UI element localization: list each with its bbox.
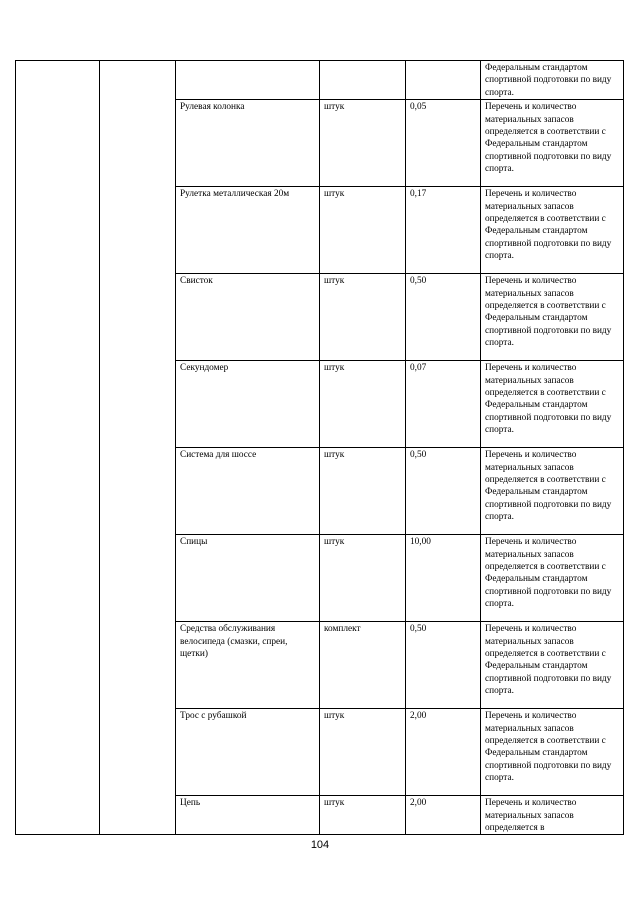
unit-cell: комплект <box>320 622 406 709</box>
merged-cell-col2 <box>100 61 176 835</box>
merged-cell-col1 <box>16 61 100 835</box>
item-name-cell <box>176 61 320 100</box>
quantity-cell: 10,00 <box>406 535 481 622</box>
note-cell: Перечень и количество материальных запасов определяется в соответствии с Федеральным стандартом спортивной подготовки по виду спорта. <box>481 535 624 622</box>
unit-cell: штук <box>320 100 406 187</box>
quantity-cell: 0,50 <box>406 274 481 361</box>
item-name-cell: Секундомер <box>176 361 320 448</box>
unit-cell: штук <box>320 274 406 361</box>
quantity-cell: 2,00 <box>406 796 481 835</box>
item-name-cell: Система для шоссе <box>176 448 320 535</box>
quantity-cell: 2,00 <box>406 709 481 796</box>
item-name-cell: Средства обслуживания велосипеда (смазки, спреи, щетки) <box>176 622 320 709</box>
quantity-cell <box>406 61 481 100</box>
item-name-cell: Свисток <box>176 274 320 361</box>
table-row <box>16 61 624 100</box>
note-cell: Перечень и количество материальных запасов определяется в соответствии с Федеральным стандартом спортивной подготовки по виду спорта. <box>481 622 624 709</box>
note-cell: Перечень и количество материальных запасов определяется в соответствии с Федеральным стандартом спортивной подготовки по виду спорта. <box>481 100 624 187</box>
item-name-cell: Рулевая колонка <box>176 100 320 187</box>
item-name-cell: Цепь <box>176 796 320 835</box>
unit-cell: штук <box>320 361 406 448</box>
unit-cell: штук <box>320 535 406 622</box>
unit-cell: штук <box>320 709 406 796</box>
item-name-cell: Спицы <box>176 535 320 622</box>
note-cell: Перечень и количество материальных запасов определяется в соответствии с Федеральным стандартом спортивной подготовки по виду спорта. <box>481 274 624 361</box>
note-cell: Перечень и количество материальных запасов определяется в соответствии с Федеральным стандартом спортивной подготовки по виду спорта. <box>481 187 624 274</box>
item-name-cell: Рулетка металлическая 20м <box>176 187 320 274</box>
unit-cell: штук <box>320 187 406 274</box>
page-number: 104 <box>310 839 330 851</box>
unit-cell: штук <box>320 448 406 535</box>
note-cell: Федеральным стандартом спортивной подготовки по виду спорта. <box>481 61 624 100</box>
note-cell: Перечень и количество материальных запасов определяется в соответствии с Федеральным стандартом спортивной подготовки по виду спорта. <box>481 361 624 448</box>
quantity-cell: 0,05 <box>406 100 481 187</box>
quantity-cell: 0,07 <box>406 361 481 448</box>
unit-cell <box>320 61 406 100</box>
note-cell: Перечень и количество материальных запасов определяется в <box>481 796 624 835</box>
item-name-cell: Трос с рубашкой <box>176 709 320 796</box>
unit-cell: штук <box>320 796 406 835</box>
quantity-cell: 0,50 <box>406 448 481 535</box>
quantity-cell: 0,17 <box>406 187 481 274</box>
note-cell: Перечень и количество материальных запасов определяется в соответствии с Федеральным стандартом спортивной подготовки по виду спорта. <box>481 709 624 796</box>
note-cell: Перечень и количество материальных запасов определяется в соответствии с Федеральным стандартом спортивной подготовки по виду спорта. <box>481 448 624 535</box>
quantity-cell: 0,50 <box>406 622 481 709</box>
materials-table <box>15 60 624 835</box>
